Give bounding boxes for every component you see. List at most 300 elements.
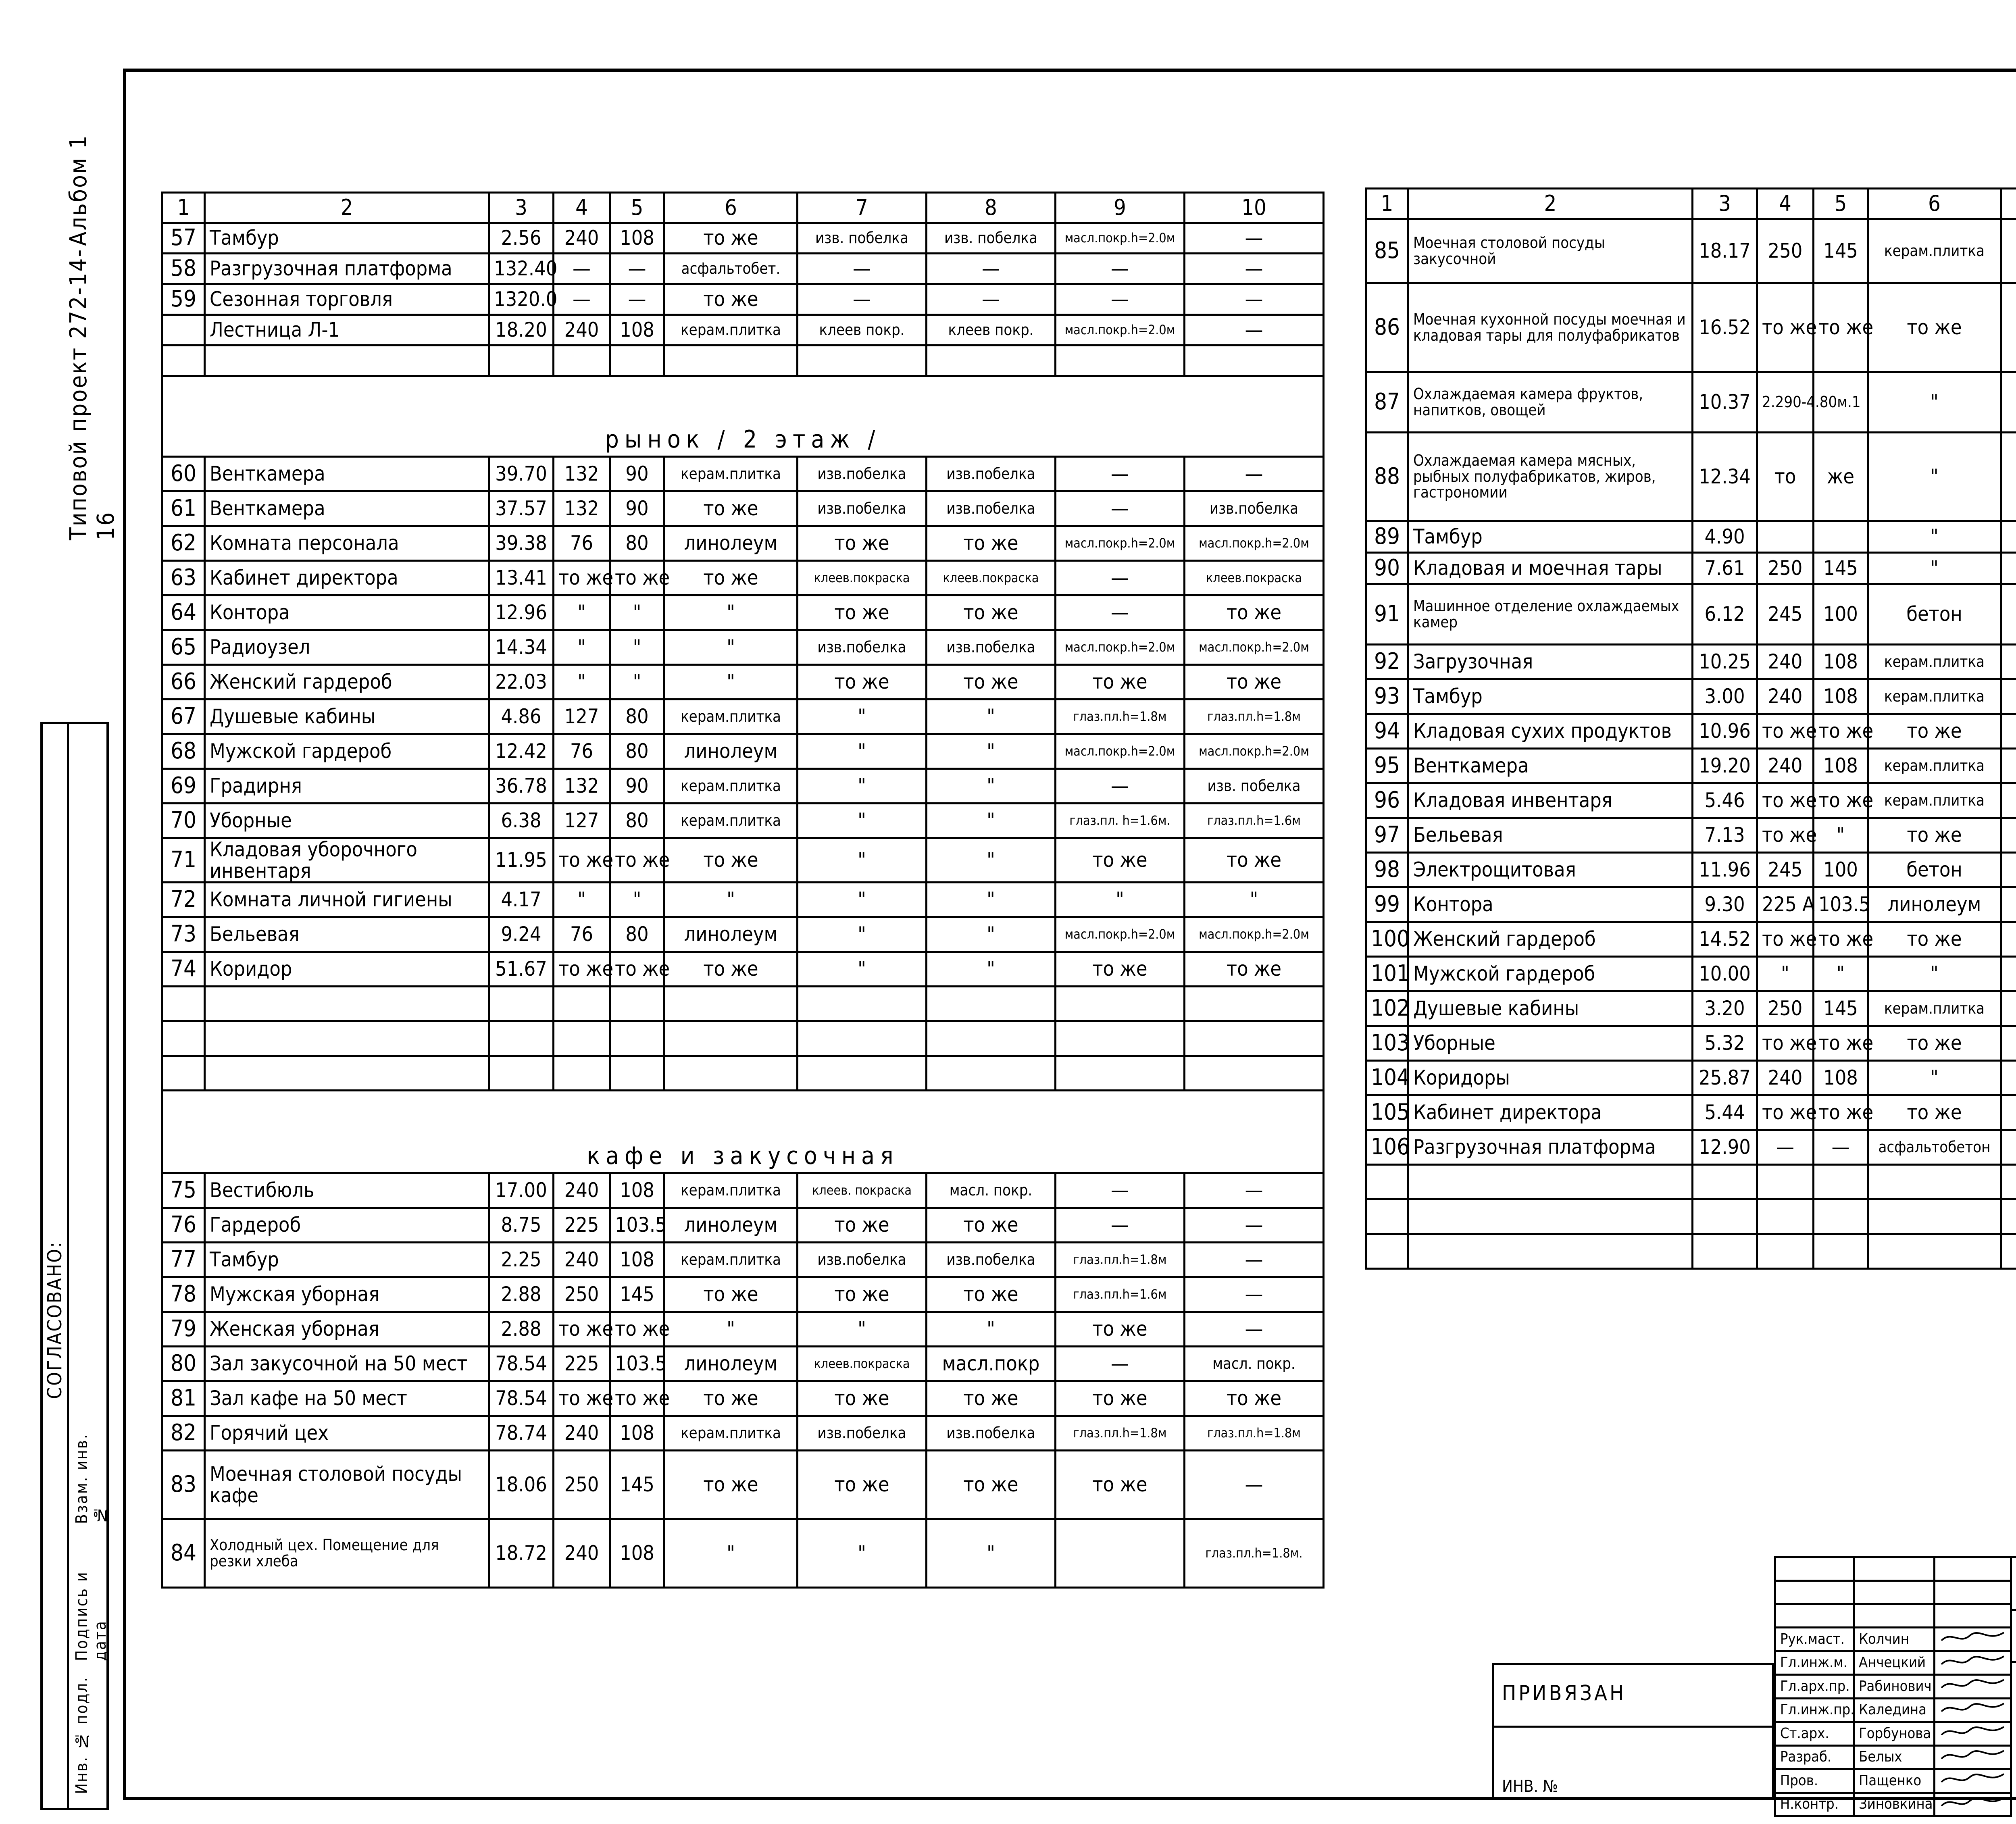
cell-col-3: 4.90 bbox=[1693, 521, 1757, 553]
section-title: рынок / 2 этаж / bbox=[162, 376, 1324, 457]
cell-col-3: 22.03 bbox=[489, 665, 554, 700]
cell-col-7: клеев.покраска bbox=[798, 1347, 927, 1381]
cell-col-5: 103.5 bbox=[610, 1347, 664, 1381]
stamp-cell bbox=[1935, 1581, 2011, 1604]
cell-col-5 bbox=[1814, 1199, 1868, 1234]
cell-col-6: керам.плитка bbox=[664, 457, 798, 491]
cell-col-5 bbox=[1814, 1165, 1868, 1199]
room-number-cell bbox=[162, 1056, 205, 1091]
room-name-cell: Кладовая и моечная тары bbox=[1408, 553, 1693, 584]
cell-col-4: то же bbox=[554, 1312, 610, 1347]
cell-col-9: то же bbox=[1056, 952, 1185, 987]
cell-col-6: линолеум bbox=[664, 1347, 798, 1381]
cell-col-6: " bbox=[1868, 957, 2001, 991]
cell-col-3: 17.00 bbox=[489, 1173, 554, 1208]
cell-col-7: клеев.покраска bbox=[798, 561, 927, 596]
table-row bbox=[162, 1519, 1324, 1588]
column-header bbox=[2001, 189, 2016, 219]
cell-col-9: то же bbox=[1056, 1312, 1185, 1347]
cell-col-7: " bbox=[798, 1312, 927, 1347]
table-row bbox=[162, 1347, 1324, 1381]
cell-col-3: 13.41 bbox=[489, 561, 554, 596]
cell-col-10: масл.покр.h=2.0м bbox=[1185, 917, 1324, 952]
table-row bbox=[162, 1243, 1324, 1277]
room-name-cell: Охлаждаемая камера фруктов, напитков, овощей bbox=[1408, 372, 1693, 433]
cell-col-8: то же bbox=[927, 1381, 1056, 1416]
stamp-empty-row bbox=[1775, 1557, 2011, 1581]
cell-col-3: 9.30 bbox=[1693, 887, 1757, 922]
table-row bbox=[1366, 1026, 2016, 1061]
room-name-cell bbox=[205, 1021, 489, 1056]
cell-col-6: то же bbox=[1868, 283, 2001, 372]
cell-col-7 bbox=[2001, 714, 2016, 749]
signature-scribble bbox=[1939, 1652, 2008, 1670]
cell-col-8: изв.побелка bbox=[927, 457, 1056, 491]
cell-col-3: 132.40 bbox=[489, 254, 554, 284]
room-name-cell bbox=[1408, 1199, 1693, 1234]
cell-col-7: изв.побелка bbox=[798, 457, 927, 491]
room-name-cell: Уборные bbox=[1408, 1026, 1693, 1061]
role-cell: Рук.маст. bbox=[1775, 1628, 1854, 1651]
cell-col-9: масл.покр.h=2.0м bbox=[1056, 917, 1185, 952]
table-row bbox=[1366, 818, 2016, 853]
column-header: 7 bbox=[798, 193, 927, 223]
cell-col-9: то же bbox=[1056, 1451, 1185, 1519]
cell-col-6: то же bbox=[664, 1451, 798, 1519]
cell-col-7: клеев. покраска bbox=[798, 1173, 927, 1208]
cell-col-4: " bbox=[554, 883, 610, 917]
room-number-cell: 61 bbox=[162, 491, 205, 526]
room-number-cell: 60 bbox=[162, 457, 205, 491]
room-name-cell: Бельевая bbox=[205, 917, 489, 952]
cell-col-5: 90 bbox=[610, 457, 664, 491]
cell-col-5: 108 bbox=[1814, 679, 1868, 714]
cell-col-5: 108 bbox=[610, 1243, 664, 1277]
room-name-cell: Женский гардероб bbox=[205, 665, 489, 700]
cell-col-8 bbox=[927, 1021, 1056, 1056]
cell-col-6 bbox=[664, 987, 798, 1021]
cell-col-9: то же bbox=[1056, 1381, 1185, 1416]
cell-col-5: 103.5 bbox=[610, 1208, 664, 1243]
room-name-cell: Лестница Л-1 bbox=[205, 315, 489, 346]
cell-col-7: то же bbox=[798, 1381, 927, 1416]
cell-col-5: то же bbox=[610, 1312, 664, 1347]
cell-col-7: " bbox=[798, 838, 927, 883]
person-name-cell: Рабинович bbox=[1854, 1675, 1935, 1699]
cell-col-4: то же bbox=[554, 952, 610, 987]
cell-col-10: масл. покр. bbox=[1185, 1347, 1324, 1381]
room-name-cell: Тамбур bbox=[205, 223, 489, 254]
empty-row bbox=[162, 346, 1324, 376]
cell-col-3: 78.74 bbox=[489, 1416, 554, 1451]
cell-col-5: 108 bbox=[610, 223, 664, 254]
room-name-cell: Холодный цех. Помещение для резки хлеба bbox=[205, 1519, 489, 1588]
room-number-cell bbox=[1366, 1234, 1408, 1269]
cell-col-7 bbox=[2001, 645, 2016, 679]
cell-col-9: то же bbox=[1056, 665, 1185, 700]
cell-col-5: 80 bbox=[610, 734, 664, 769]
room-number-cell: 95 bbox=[1366, 749, 1408, 783]
table-row bbox=[1366, 521, 2016, 553]
signature-row bbox=[1775, 1769, 2011, 1793]
cell-col-5: то же bbox=[1814, 1095, 1868, 1130]
stamp-cell bbox=[1854, 1604, 1935, 1628]
person-name-cell: Зиновкина bbox=[1854, 1793, 1935, 1816]
cell-col-5: 80 bbox=[610, 917, 664, 952]
column-header: 5 bbox=[610, 193, 664, 223]
cell-col-9: — bbox=[1056, 1173, 1185, 1208]
room-number-cell: 78 bbox=[162, 1277, 205, 1312]
cell-col-3 bbox=[1693, 1199, 1757, 1234]
cell-col-5: 108 bbox=[610, 1519, 664, 1588]
signature-cell bbox=[1935, 1698, 2011, 1722]
room-name-cell: Зал закусочной на 50 мест bbox=[205, 1347, 489, 1381]
cell-col-7 bbox=[2001, 957, 2016, 991]
cell-col-9: — bbox=[1056, 1347, 1185, 1381]
cell-col-5 bbox=[610, 346, 664, 376]
section-row bbox=[162, 376, 1324, 457]
cell-col-10: то же bbox=[1185, 838, 1324, 883]
cell-col-10: глаз.пл.h=1.8м bbox=[1185, 700, 1324, 734]
cell-col-5: 108 bbox=[1814, 645, 1868, 679]
replace-inv-label: Взам. инв. № bbox=[73, 1433, 110, 1524]
cell-col-4: то же bbox=[554, 1381, 610, 1416]
table-row bbox=[162, 561, 1324, 596]
cell-col-5 bbox=[1814, 521, 1868, 553]
role-cell: Гл.арх.пр. bbox=[1775, 1675, 1854, 1699]
agreed-label: СОГЛАСОВАНО: bbox=[44, 1241, 66, 1399]
cell-col-4: 250 bbox=[1757, 991, 1814, 1026]
cell-col-4: то же bbox=[554, 561, 610, 596]
cell-col-9: — bbox=[1056, 596, 1185, 630]
cell-col-7 bbox=[2001, 749, 2016, 783]
cell-col-6: линолеум bbox=[664, 526, 798, 561]
cell-col-6: керам.плитка bbox=[664, 1173, 798, 1208]
cell-col-7 bbox=[2001, 219, 2016, 283]
cell-col-3: 36.78 bbox=[489, 769, 554, 804]
cell-col-4: то же bbox=[1757, 922, 1814, 957]
cell-col-6: то же bbox=[664, 952, 798, 987]
room-name-cell: Вестибюль bbox=[205, 1173, 489, 1208]
signature-cell bbox=[1935, 1722, 2011, 1746]
signature-cell bbox=[1935, 1628, 2011, 1651]
cell-col-3: 78.54 bbox=[489, 1381, 554, 1416]
cell-col-6: керам.плитка bbox=[1868, 991, 2001, 1026]
signature-cell bbox=[1935, 1675, 2011, 1699]
role-cell: Разраб. bbox=[1775, 1745, 1854, 1769]
cell-col-5: 108 bbox=[610, 1173, 664, 1208]
cell-col-5: 90 bbox=[610, 769, 664, 804]
cell-col-5: " bbox=[610, 630, 664, 665]
signature-cell bbox=[1935, 1651, 2011, 1675]
signature-scribble bbox=[1939, 1770, 2008, 1788]
signature-scribble bbox=[1939, 1794, 2008, 1812]
table-row bbox=[1366, 783, 2016, 818]
cell-col-5: то же bbox=[610, 838, 664, 883]
cell-col-10: изв. побелка bbox=[1185, 769, 1324, 804]
room-name-cell: Мужской гардероб bbox=[1408, 957, 1693, 991]
room-name-cell bbox=[205, 987, 489, 1021]
cell-col-8: " bbox=[927, 700, 1056, 734]
cell-col-4: 127 bbox=[554, 700, 610, 734]
cell-col-6: бетон bbox=[1868, 584, 2001, 645]
stamp-cell bbox=[1854, 1557, 1935, 1581]
room-number-cell: 62 bbox=[162, 526, 205, 561]
table-row bbox=[1366, 584, 2016, 645]
room-number-cell bbox=[162, 987, 205, 1021]
cell-col-6 bbox=[664, 1056, 798, 1091]
room-number-cell: 101 bbox=[1366, 957, 1408, 991]
cell-col-4 bbox=[554, 1021, 610, 1056]
cell-col-9: — bbox=[1056, 284, 1185, 315]
stamp-cell bbox=[1775, 1604, 1854, 1628]
cell-col-6: то же bbox=[664, 1277, 798, 1312]
role-cell: Гл.инж.пр. bbox=[1775, 1698, 1854, 1722]
cell-col-4: 250 bbox=[1757, 219, 1814, 283]
cell-col-4 bbox=[554, 1056, 610, 1091]
cell-col-5: 80 bbox=[610, 804, 664, 838]
cell-col-3: 2.25 bbox=[489, 1243, 554, 1277]
cell-col-8: масл.покр bbox=[927, 1347, 1056, 1381]
cell-col-3: 7.13 bbox=[1693, 818, 1757, 853]
cell-col-3: 18.72 bbox=[489, 1519, 554, 1588]
cell-col-9: масл.покр.h=2.0м bbox=[1056, 630, 1185, 665]
cell-col-7 bbox=[2001, 853, 2016, 887]
cell-col-7: " bbox=[798, 734, 927, 769]
signature-row bbox=[1775, 1793, 2011, 1816]
room-number-cell: 85 bbox=[1366, 219, 1408, 283]
cell-col-7 bbox=[798, 1021, 927, 1056]
cell-col-9: глаз.пл.h=1.6м bbox=[1056, 1277, 1185, 1312]
table-row bbox=[162, 1451, 1324, 1519]
cell-col-5: " bbox=[1814, 818, 1868, 853]
cell-col-5 bbox=[610, 1021, 664, 1056]
room-name-cell: Тамбур bbox=[1408, 679, 1693, 714]
room-name-cell: Венткамера bbox=[205, 491, 489, 526]
cell-col-7 bbox=[2001, 553, 2016, 584]
room-name-cell: Горячий цех bbox=[205, 1416, 489, 1451]
cell-col-3: 39.38 bbox=[489, 526, 554, 561]
table-row bbox=[162, 1277, 1324, 1312]
room-name-cell: Душевые кабины bbox=[205, 700, 489, 734]
cell-col-4: 2.290-4.80м.1 bbox=[1757, 372, 1814, 433]
cell-col-3: 12.42 bbox=[489, 734, 554, 769]
cell-col-10: масл.покр.h=2.0м bbox=[1185, 630, 1324, 665]
room-name-cell: Коридоры bbox=[1408, 1061, 1693, 1095]
cell-col-4 bbox=[1757, 1165, 1814, 1199]
person-name-cell: Белых bbox=[1854, 1745, 1935, 1769]
cell-col-6: линолеум bbox=[664, 734, 798, 769]
room-name-cell: Кладовая уборочного инвентаря bbox=[205, 838, 489, 883]
cell-col-7 bbox=[2001, 584, 2016, 645]
inv-orig-label: Инв. № подл. bbox=[73, 1676, 91, 1794]
cell-col-7 bbox=[2001, 991, 2016, 1026]
cell-col-9: — bbox=[1056, 561, 1185, 596]
cell-col-8: " bbox=[927, 917, 1056, 952]
cell-col-7 bbox=[2001, 521, 2016, 553]
cell-col-6: керам.плитка bbox=[1868, 679, 2001, 714]
cell-col-10: глаз.пл.h=1.8м. bbox=[1185, 1519, 1324, 1588]
cell-col-7 bbox=[798, 1056, 927, 1091]
cell-col-4: то же bbox=[1757, 1095, 1814, 1130]
room-number-cell: 91 bbox=[1366, 584, 1408, 645]
cell-col-3: 11.95 bbox=[489, 838, 554, 883]
role-cell: Н.контр. bbox=[1775, 1793, 1854, 1816]
doc-code bbox=[2012, 1558, 2016, 1611]
stamp-main bbox=[2010, 1556, 2016, 1800]
cell-col-6: то же bbox=[664, 491, 798, 526]
cell-col-9 bbox=[1056, 346, 1185, 376]
cell-col-7: то же bbox=[798, 1277, 927, 1312]
cell-col-10 bbox=[1185, 987, 1324, 1021]
column-header: 2 bbox=[1408, 189, 1693, 219]
column-header: 1 bbox=[162, 193, 205, 223]
cell-col-6: " bbox=[1868, 372, 2001, 433]
column-header: 5 bbox=[1814, 189, 1868, 219]
cell-col-9: масл.покр.h=2.0м bbox=[1056, 526, 1185, 561]
room-name-cell: Градирня bbox=[205, 769, 489, 804]
room-number-cell: 94 bbox=[1366, 714, 1408, 749]
cell-col-10: то же bbox=[1185, 596, 1324, 630]
cell-col-6: керам.плитка bbox=[664, 315, 798, 346]
cell-col-6 bbox=[664, 1021, 798, 1056]
room-number-cell: 82 bbox=[162, 1416, 205, 1451]
cell-col-5: 108 bbox=[610, 1416, 664, 1451]
cell-col-7 bbox=[2001, 887, 2016, 922]
cell-col-5: то же bbox=[610, 1381, 664, 1416]
column-header: 6 bbox=[1868, 189, 2001, 219]
cell-col-4: то же bbox=[554, 838, 610, 883]
cell-col-7 bbox=[2001, 1130, 2016, 1165]
cell-col-7: " bbox=[798, 917, 927, 952]
room-name-cell: Венткамера bbox=[205, 457, 489, 491]
room-number-cell: 69 bbox=[162, 769, 205, 804]
room-name-cell bbox=[1408, 1165, 1693, 1199]
room-number-cell: 88 bbox=[1366, 433, 1408, 521]
cell-col-6: " bbox=[664, 630, 798, 665]
cell-col-7: " bbox=[798, 1519, 927, 1588]
cell-col-5 bbox=[610, 1056, 664, 1091]
cell-col-7 bbox=[2001, 1234, 2016, 1269]
room-name-cell: Мужская уборная bbox=[205, 1277, 489, 1312]
title-block bbox=[1492, 1556, 2016, 1813]
empty-row bbox=[1366, 1234, 2016, 1269]
cell-col-3: 6.12 bbox=[1693, 584, 1757, 645]
cell-col-5: " bbox=[610, 596, 664, 630]
table-row bbox=[162, 838, 1324, 883]
cell-col-4: 225 А bbox=[1757, 887, 1814, 922]
room-number-cell: 73 bbox=[162, 917, 205, 952]
cell-col-7 bbox=[2001, 372, 2016, 433]
room-name-cell: Венткамера bbox=[1408, 749, 1693, 783]
signature-cell bbox=[1935, 1769, 2011, 1793]
signature-scribble bbox=[1939, 1747, 2008, 1764]
cell-col-9: глаз.пл.h=1.8м bbox=[1056, 1416, 1185, 1451]
cell-col-5: 145 bbox=[1814, 553, 1868, 584]
cell-col-6: керам.плитка bbox=[664, 769, 798, 804]
cell-col-3: 11.96 bbox=[1693, 853, 1757, 887]
cell-col-6: то же bbox=[664, 561, 798, 596]
cell-col-4: то же bbox=[1757, 818, 1814, 853]
table-row bbox=[162, 734, 1324, 769]
table-row bbox=[162, 769, 1324, 804]
cell-col-6: керам.плитка bbox=[1868, 219, 2001, 283]
cell-col-3: 5.46 bbox=[1693, 783, 1757, 818]
cell-col-7 bbox=[2001, 818, 2016, 853]
table-row bbox=[1366, 1061, 2016, 1095]
table-row bbox=[1366, 922, 2016, 957]
room-number-cell: 103 bbox=[1366, 1026, 1408, 1061]
room-name-cell: Коридор bbox=[205, 952, 489, 987]
cell-col-4: 240 bbox=[1757, 1061, 1814, 1095]
cell-col-3: 8.75 bbox=[489, 1208, 554, 1243]
cell-col-10: — bbox=[1185, 284, 1324, 315]
table-row bbox=[162, 630, 1324, 665]
stamp-cell bbox=[1935, 1604, 2011, 1628]
column-header: 9 bbox=[1056, 193, 1185, 223]
table-row bbox=[162, 804, 1324, 838]
cell-col-3: 25.87 bbox=[1693, 1061, 1757, 1095]
cell-col-7 bbox=[2001, 922, 2016, 957]
cell-col-9: глаз.пл.h=1.8м bbox=[1056, 1243, 1185, 1277]
cell-col-3: 12.96 bbox=[489, 596, 554, 630]
table-row bbox=[162, 917, 1324, 952]
room-number-cell: 105 bbox=[1366, 1095, 1408, 1130]
cell-col-9 bbox=[1056, 1056, 1185, 1091]
room-name-cell: Кладовая инвентаря bbox=[1408, 783, 1693, 818]
column-header: 2 bbox=[205, 193, 489, 223]
cell-col-6: асфальтобет. bbox=[664, 254, 798, 284]
cell-col-3: 3.00 bbox=[1693, 679, 1757, 714]
cell-col-9: — bbox=[1056, 1208, 1185, 1243]
room-number-cell: 84 bbox=[162, 1519, 205, 1588]
cell-col-6: " bbox=[1868, 1061, 2001, 1095]
room-number-cell: 102 bbox=[1366, 991, 1408, 1026]
room-number-cell: 66 bbox=[162, 665, 205, 700]
room-number-cell bbox=[1366, 1199, 1408, 1234]
cell-col-8: " bbox=[927, 952, 1056, 987]
cell-col-8: " bbox=[927, 1312, 1056, 1347]
role-cell: Ст.арх. bbox=[1775, 1722, 1854, 1746]
cell-col-5: то же bbox=[610, 952, 664, 987]
cell-col-8 bbox=[927, 346, 1056, 376]
cell-col-10: то же bbox=[1185, 665, 1324, 700]
table-row bbox=[162, 1416, 1324, 1451]
cell-col-9: глаз.пл.h=1.8м bbox=[1056, 700, 1185, 734]
cell-col-3: 2.56 bbox=[489, 223, 554, 254]
room-number-cell: 100 bbox=[1366, 922, 1408, 957]
cell-col-3: 2.88 bbox=[489, 1277, 554, 1312]
person-name-cell: Каледина bbox=[1854, 1698, 1935, 1722]
room-number-cell: 57 bbox=[162, 223, 205, 254]
room-name-cell: Кабинет директора bbox=[1408, 1095, 1693, 1130]
stamp-cell bbox=[1775, 1581, 1854, 1604]
sheet-title bbox=[2012, 1661, 2016, 1798]
cell-col-5: 145 bbox=[1814, 219, 1868, 283]
cell-col-5: 108 bbox=[1814, 749, 1868, 783]
project-label: Типовой проект 272-14-16 bbox=[65, 248, 119, 540]
room-name-cell bbox=[205, 346, 489, 376]
cell-col-4: 240 bbox=[554, 1519, 610, 1588]
cell-col-6: то же bbox=[1868, 714, 2001, 749]
cell-col-5: то же bbox=[610, 561, 664, 596]
cell-col-4: 127 bbox=[554, 804, 610, 838]
cell-col-4: то же bbox=[1757, 1026, 1814, 1061]
table-row bbox=[1366, 372, 2016, 433]
stamp-empty-row bbox=[1775, 1581, 2011, 1604]
stamp-cell bbox=[1935, 1557, 2011, 1581]
inv-label: ИНВ. № bbox=[1502, 1777, 1558, 1796]
